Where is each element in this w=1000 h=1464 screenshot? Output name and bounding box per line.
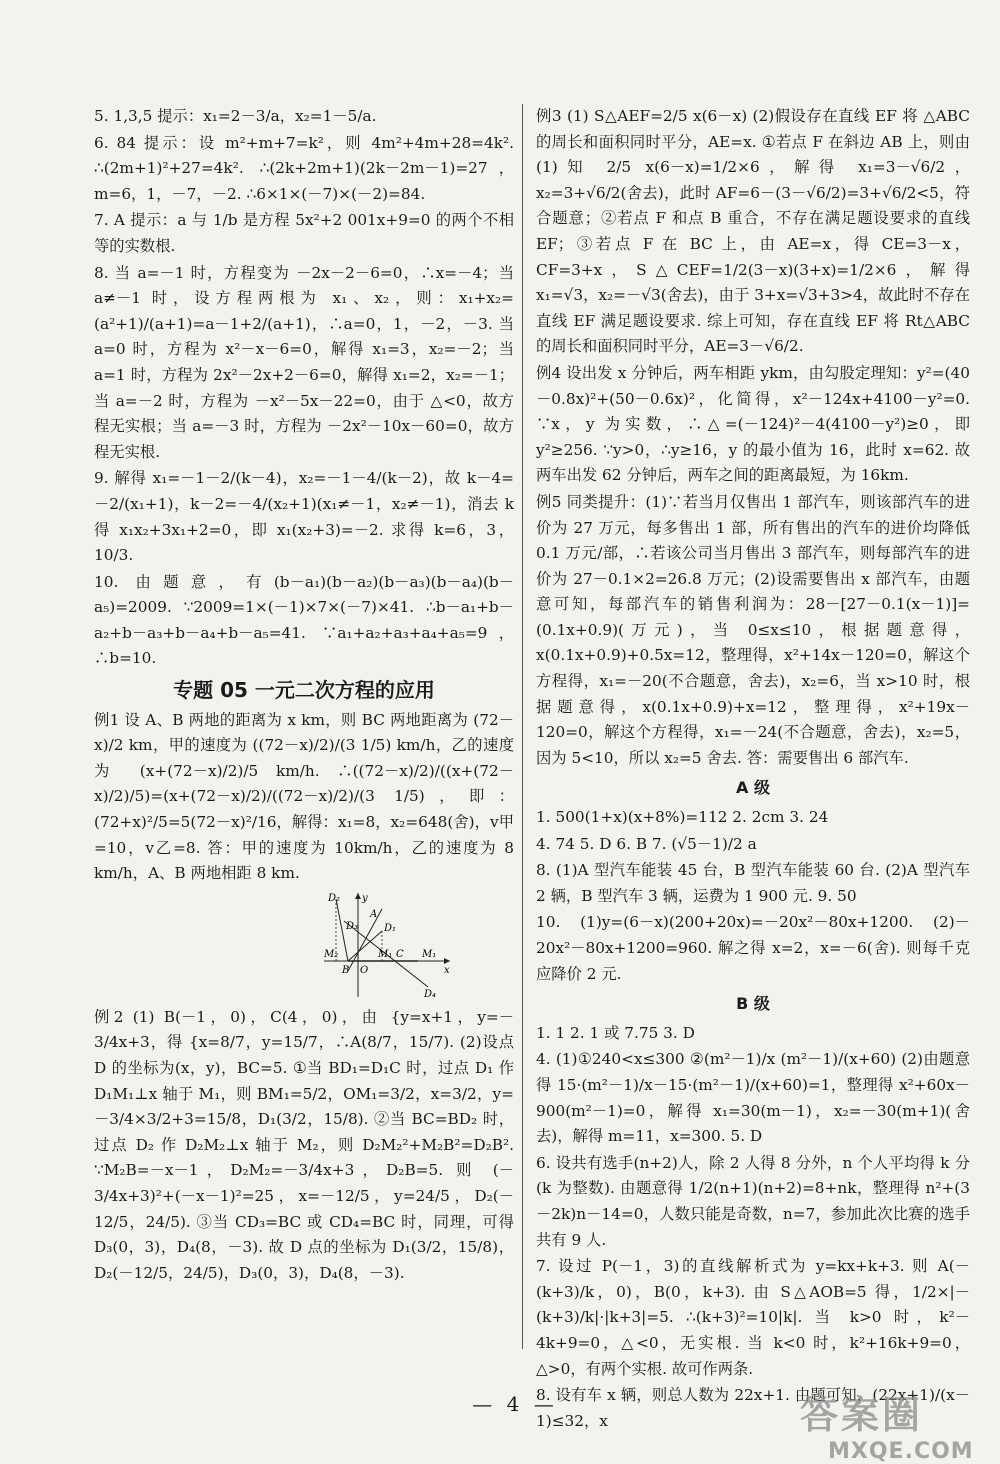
- page-number: — 4 —: [472, 1392, 558, 1416]
- watermark-url: MXQE.COM: [828, 1439, 974, 1464]
- fig-label-a: A: [370, 908, 378, 920]
- answer-7: 7. A 提示：a 与 1/b 是方程 5x²+2 001x+9=0 的两个不相等的实数根.: [94, 211, 514, 255]
- fig-label-d3: D₃: [346, 920, 359, 932]
- fig-label-m1: M₁: [378, 948, 393, 960]
- fig-label-x: x: [444, 964, 450, 976]
- fig-label-d1: D₁: [384, 922, 397, 934]
- level-a-answer-8: 8. (1)A 型汽车能装 45 台，B 型汽车能装 60 台. (2)A 型汽车 2 辆，B 型汽车 3 辆，运费为 1 900 元. 9. 50: [536, 861, 970, 905]
- example-4: 例4 设出发 x 分钟后，两车相距 ykm，由勾股定理知：y²=(40－0.8x)²+(50－0.6x)²，化简得，x²－124x+4100－y²=0. ∵x，y 为实数，∴△=(－124)²－4(4100－y²)≥0，即 y²≥256. ∵y>0，∴y≥16，y 的最小值为 16，此时 x=62. 故两车出发 62 分钟后，两车之间的距离最短，为 16km.: [536, 363, 970, 485]
- level-b-answer-1: 1. 1 2. 1 或 7.75 3. D: [536, 1023, 695, 1042]
- fig-label-o: O: [360, 964, 369, 976]
- fig-label-c: C: [396, 948, 404, 960]
- fig-label-b: B: [342, 964, 350, 976]
- example-3: 例3 (1) S△AEF=2/5 x(6－x) (2)假设存在直线 EF 将 △ABC 的周长和面积同时平分，AE=x. ①若点 F 在斜边 AB 上，则由(1)知 2/5 x(6－x)=1/2×6，解得 x₁=3－√6/2，x₂=3+√6/2(舍去)，此时 AF=6－(3－√6/2)=3+√6/2<5，符合题意；②若点 F 和点 B 重合，不存在满足题设要求的直线 EF；③若点 F 在 BC 上，由 AE=x，得 CE=3－x，CF=3+x，S△CEF=1/2(3－x)(3+x)=1/2×6，解得 x₁=√3，x₂=－√3(舍去)，由于 3+x=√3+3>4，故此时不存在直线 EF 满足题设要求. 综上可知，存在直线 EF 将 Rt△ABC 的周长和面积同时平分，AE=3－√6/2.: [536, 107, 970, 356]
- example-2: 例2 (1) B(－1，0)，C(4，0)，由 {y=x+1，y=－3/4x+3，得 {x=8/7，y=15/7，∴A(8/7，15/7). (2)设点 D 的坐标为(x，y)，BC=5. ①当 BD₁=D₁C 时，过点 D₁ 作 D₁M₁⊥x 轴于 M₁，则 BM₁=5/2，OM₁=3/2，x=3/2，y=－3/4×3/2+3=15/8，D₁(3/2，15/8). ②当 BC=BD₂ 时，过点 D₂ 作 D₂M₂⊥x 轴于 M₂，则 D₂M₂²+M₂B²=D₂B². ∵M₂B=－x－1，D₂M₂=－3/4x+3，D₂B=5. 则 (－3/4x+3)²+(－x－1)²=25，x=－12/5，y=24/5，D₂(－12/5，24/5). ③当 CD₃=BC 或 CD₄=BC 时，同理，可得 D₃(0，3)，D₄(8，－3). 故 D 点的坐标为 D₁(3/2，15/8)，D₂(－12/5，24/5)，D₃(0，3)，D₄(8，－3).: [94, 1007, 514, 1282]
- level-a-answer-10: 10. (1)y=(6－x)(200+20x)=－20x²－80x+1200. (2)－20x²－80x+1200=960. 解之得 x=2，x=－6(舍). 则每千克应降价 2 元.: [536, 913, 970, 983]
- level-b-answer-6: 6. 设共有选手(n+2)人，除 2 人得 8 分外，n 个人平均得 k 分(k 为整数). 由题意得 1/2(n+1)(n+2)=8+nk，整理得 n²+(3－2k)n－14=0，人数只能是奇数，n=7，参加此次比赛的选手共有 9 人.: [536, 1153, 970, 1249]
- left-column: [94, 104, 514, 1287]
- watermark-logo: [800, 1384, 980, 1464]
- column-divider: [522, 104, 523, 1349]
- answer-8: 8. 当 a=－1 时，方程变为 －2x－2－6=0，∴x=－4；当 a≠－1 时，设方程两根为 x₁、x₂，则：x₁+x₂=(a²+1)/(a+1)=a－1+2/(a+1)，∴a=0，1，－2，－3. 当 a=0 时，方程为 x²－x－6=0，解得 x₁=3，x₂=－2；当 a=1 时，方程为 2x²－2x+2－6=0，解得 x₁=2，x₂=－1；当 a=－2 时，方程为 －x²－5x－22=0，由于 △<0，故方程无实根；当 a=－3 时，方程为 －2x²－10x－60=0，故方程无实根.: [94, 263, 514, 461]
- level-b-answer-8: 8. 设有车 x 辆，则总人数为 22x+1. 由题可知，(22x+1)/(x－1)≤32，x: [536, 1386, 970, 1430]
- right-column: [536, 104, 970, 1435]
- coordinate-figure: [324, 891, 454, 1001]
- section-title: 专题 05 一元二次方程的应用: [173, 678, 435, 703]
- level-a-title: A 级: [736, 778, 770, 798]
- fig-label-d4: D₄: [424, 988, 437, 1000]
- watermark-text: 答案圈: [800, 1393, 924, 1437]
- fig-label-m1b: M₁: [422, 948, 437, 960]
- level-b-answer-4: 4. (1)①240<x≤300 ②(m²－1)/x (m²－1)/(x+60) (2)由题意得 15·(m²－1)/x－15·(m²－1)/(x+60)=1，整理得 x²+60x－900(m²－1)=0，解得 x₁=30(m－1)，x₂=－30(m+1)(舍去)，解得 m=11，x=300. 5. D: [536, 1050, 970, 1146]
- answer-9: 9. 解得 x₁=－1－2/(k－4)，x₂=－1－4/(k－2)，故 k－4=－2/(x₁+1)，k－2=－4/(x₂+1)(x₁≠－1，x₂≠－1)，消去 k 得 x₁x₂+3x₁+2=0，即 x₁(x₂+3)=－2. 求得 k=6，3，10/3.: [94, 469, 514, 565]
- level-a-answer-1: 1. 500(1+x)(x+8%)=112 2. 2cm 3. 24: [536, 808, 829, 827]
- answer-10: 10. 由题意，有(b－a₁)(b－a₂)(b－a₃)(b－a₄)(b－a₅)=2009. ∵2009=1×(－1)×7×(－7)×41. ∴b－a₁+b－a₂+b－a₃+b－a₄+b－a₅=41. ∵a₁+a₂+a₃+a₄+a₅=9，∴b=10.: [94, 572, 514, 668]
- example-5: 例5 同类提升：(1)∵若当月仅售出 1 部汽车，则该部汽车的进价为 27 万元，每多售出 1 部，所有售出的汽车的进价均降低 0.1 万元/部，∴若该公司当月售出 3 部汽车，则每部汽车的进价为 27－0.1×2=26.8 万元；(2)设需要售出 x 部汽车，由题意可知，每部汽车的销售利润为：28－[27－0.1(x－1)]=(0.1x+0.9)(万元)，当 0≤x≤10，根据题意得，x(0.1x+0.9)+0.5x=12，整理得，x²+14x－120=0，解这个方程得，x₁=－20(不合题意，舍去)，x₂=6，当 x>10 时，根据题意得，x(0.1x+0.9)+x=12，整理得，x²+19x－120=0，解这个方程得，x₁=－24(不合题意，舍去)，x₂=5，因为 5<10，所以 x₂=5 舍去. 答：需要售出 6 部汽车.: [536, 492, 970, 767]
- fig-label-m2: M₂: [324, 948, 339, 960]
- answer-6: 6. 84 提示：设 m²+m+7=k²，则 4m²+4m+28=4k². ∴(2m+1)²+27=4k². ∴(2k+2m+1)(2k－2m－1)=27，m=6，1，－7，－2. ∴6×1×(－7)×(－2)=84.: [94, 133, 514, 203]
- level-a-answer-4: 4. 74 5. D 6. B 7. (√5－1)/2 a: [536, 834, 757, 853]
- fig-label-d2: D₂: [328, 892, 341, 904]
- answer-5: 5. 1,3,5 提示：x₁=2－3/a，x₂=1－5/a.: [94, 107, 377, 125]
- fig-label-y: y: [362, 892, 368, 904]
- example-1: 例1 设 A、B 两地的距离为 x km，则 BC 两地距离为 (72－x)/2 km，甲的速度为 ((72－x)/2)/(3 1/5) km/h，乙的速度为 (x+(72－x)/2)/5 km/h. ∴((72－x)/2)/((x+(72－x)/2)/5)=(x+(72－x)/2)/((72－x)/2)/(3 1/5)，即：(72+x)²/5=5(72－x)²/16，解得：x₁=8，x₂=648(舍)，v甲=10，v乙=8. 答：甲的速度为 10km/h，乙的速度为 8 km/h，A、B 两地相距 8 km.: [94, 710, 514, 883]
- level-b-answer-7: 7. 设过 P(－1，3)的直线解析式为 y=kx+k+3. 则 A(－(k+3)/k，0)，B(0，k+3). 由 S△AOB=5 得，1/2×|－(k+3)/k|·|k+3|=5. ∴(k+3)²=10|k|. 当 k>0 时，k²－4k+9=0，△<0，无实根. 当 k<0 时，k²+16k+9=0，△>0，有两个实根. 故可作两条.: [536, 1257, 970, 1378]
- level-b-title: B 级: [736, 994, 770, 1014]
